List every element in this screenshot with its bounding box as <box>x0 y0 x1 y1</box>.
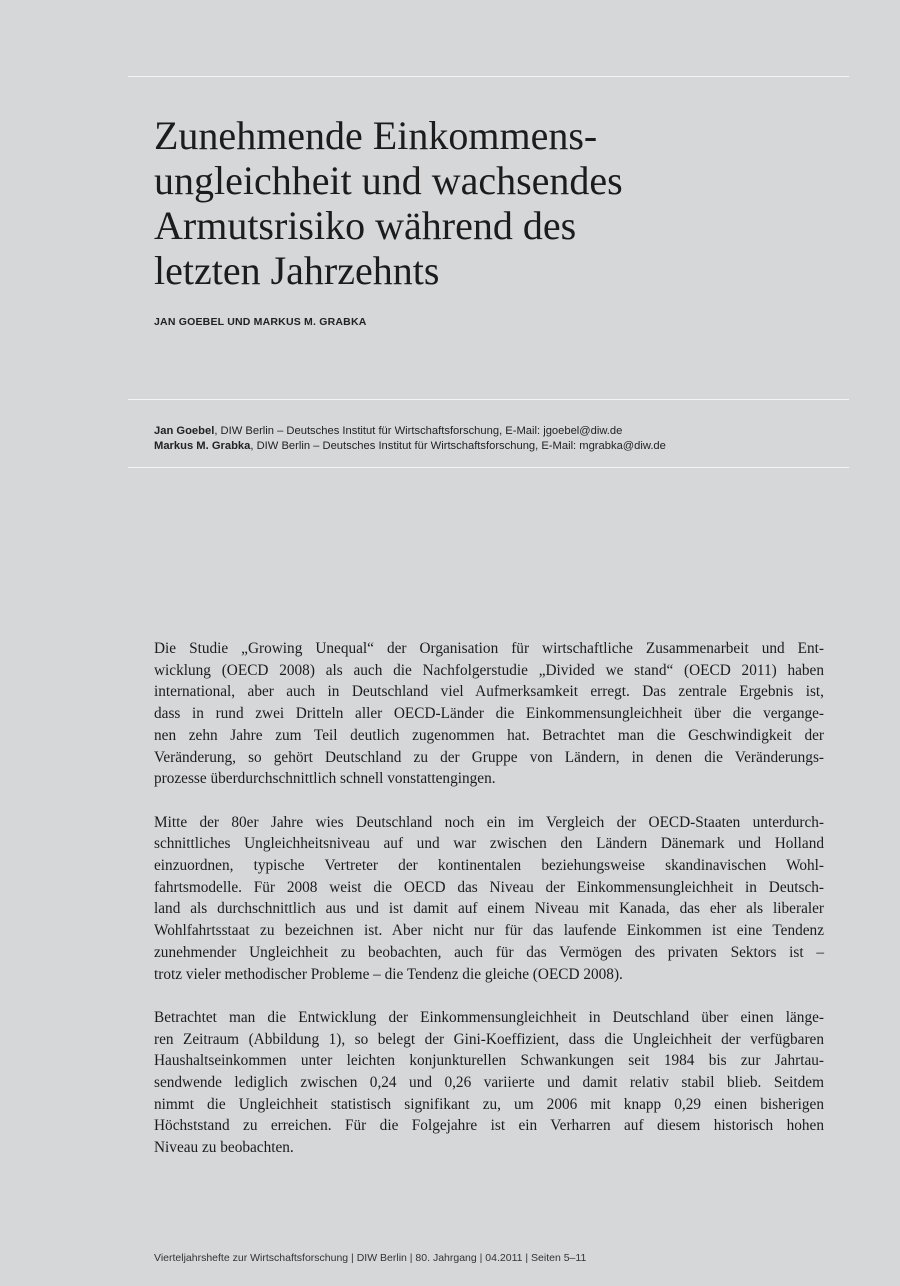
body-paragraph <box>154 812 824 986</box>
text-line: land als durchschnittlich aus und ist damit auf einem Niveau mit Kanada, das eher als liberaler <box>154 900 824 918</box>
text-line: Höchststand zu erreichen. Für die Folgejahre ist ein Verharren auf diesem historisch hohen <box>154 1117 824 1135</box>
mid-divider <box>128 399 849 400</box>
page-footer: Vierteljahrshefte zur Wirtschaftsforschung | DIW Berlin | 80. Jahrgang | 04.2011 | Seiten 5–11 <box>154 1252 587 1264</box>
text-line: nimmt die Ungleichheit statistisch signifikant zu, um 2006 mit knapp 0,29 einen bisherigen <box>154 1095 824 1113</box>
text-line: Niveau zu beobachten. <box>154 1139 294 1157</box>
text-line: wicklung (OECD 2008) als auch die Nachfolgerstudie „Divided we stand“ (OECD 2011) haben <box>154 661 824 679</box>
author-byline: JAN GOEBEL UND MARKUS M. GRABKA <box>154 316 367 328</box>
text-line: Veränderung, so gehört Deutschland zu der Gruppe von Ländern, in denen die Veränderungs- <box>154 748 824 766</box>
text-line: international, aber auch in Deutschland viel Aufmerksamkeit erregt. Das zentrale Ergebnis ist, <box>154 683 824 701</box>
article-body <box>154 638 824 1181</box>
affiliation-detail: , DIW Berlin – Deutsches Institut für Wirtschaftsforschung, E-Mail: mgrabka@diw.de <box>250 440 666 452</box>
title-line: Zunehmende Einkommens- <box>154 113 598 158</box>
text-line: Betrachtet man die Entwicklung der Einkommensungleichheit in Deutschland über einen länge- <box>154 1008 824 1026</box>
text-line: einzuordnen, typische Vertreter der kontinentalen beziehungsweise skandinavischen Wohl- <box>154 857 824 875</box>
author-name: Markus M. Grabka <box>154 440 251 452</box>
title-line: letzten Jahrzehnts <box>154 248 440 293</box>
text-line: schnittliches Ungleichheitsniveau auf und war zwischen den Ländern Dänemark und Holland <box>154 835 824 853</box>
title-line: ungleichheit und wachsendes <box>154 158 623 203</box>
text-line: Haushaltseinkommen unter leichten konjunkturellen Schwankungen seit 1984 bis zur Jahrtau- <box>154 1052 824 1070</box>
text-line: Die Studie „Growing Unequal“ der Organisation für wirtschaftliche Zusammenarbeit und Ent- <box>154 640 824 657</box>
affiliation-detail: , DIW Berlin – Deutsches Institut für Wirtschaftsforschung, E-Mail: jgoebel@diw.de <box>214 425 623 437</box>
body-paragraph <box>154 638 824 790</box>
affiliation-line <box>154 439 666 454</box>
text-line: zunehmender Ungleichheit zu beobachten, auch für das Vermögen des privaten Sektors ist – <box>154 943 824 961</box>
text-line: sendwende lediglich zwischen 0,24 und 0,26 variierte und damit relativ stabil blieb. Seitdem <box>154 1074 824 1092</box>
text-line: nen zehn Jahre zum Teil deutlich zugenommen hat. Betrachtet man die Geschwindigkeit der <box>154 726 824 744</box>
text-line: prozesse überdurchschnittlich schnell vonstattengingen. <box>154 770 496 788</box>
top-divider <box>128 76 849 77</box>
article-title <box>154 113 794 293</box>
author-affiliations <box>154 424 666 454</box>
text-line: Mitte der 80er Jahre wies Deutschland noch ein im Vergleich der OECD-Staaten unterdurch- <box>154 813 824 831</box>
body-paragraph <box>154 1007 824 1159</box>
author-name: Jan Goebel <box>154 425 215 437</box>
affiliation-line <box>154 424 666 439</box>
text-line: fahrtsmodelle. Für 2008 weist die OECD das Niveau der Einkommensungleichheit in Deutsch- <box>154 878 824 896</box>
text-line: Wohlfahrtsstaat zu bezeichnen ist. Aber nicht nur für das laufende Einkommen ist eine Tendenz <box>154 922 824 940</box>
text-line: ren Zeitraum (Abbildung 1), so belegt der Gini-Koeffizient, dass die Ungleichheit der verfügbaren <box>154 1030 824 1048</box>
bottom-divider <box>128 467 849 468</box>
title-line: Armutsrisiko während des <box>154 203 577 248</box>
text-line: dass in rund zwei Dritteln aller OECD-Länder die Einkommensungleichheit über die vergange- <box>154 705 824 723</box>
text-line: trotz vieler methodischer Probleme – die Tendenz die gleiche (OECD 2008). <box>154 965 623 983</box>
